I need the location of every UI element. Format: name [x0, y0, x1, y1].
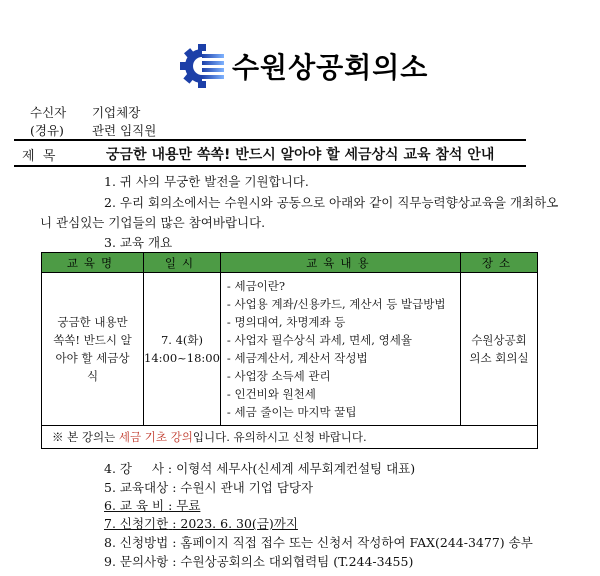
topic-item: - 세금계산서, 계산서 작성법	[227, 349, 460, 367]
course-date: 7. 4(화)	[160, 333, 203, 347]
method-line	[104, 533, 533, 551]
table-header-row	[42, 253, 538, 273]
paragraph-1: 1. 귀 사의 무궁한 발전을 기원합니다.	[104, 174, 309, 189]
subject-label: 제 목	[22, 149, 56, 164]
table-row	[42, 273, 538, 426]
fee-line	[104, 496, 200, 514]
instructor-value: : 이형석 세무사(신세계 세무회계컨설팅 대표)	[167, 461, 416, 476]
via-value: 관련 임직원	[91, 123, 157, 138]
target-label: 5. 교육대상	[104, 480, 169, 495]
topic-item: - 세금이란?	[227, 277, 460, 295]
notice-suffix: 입니다. 유의하시고 신청 바랍니다.	[192, 430, 367, 444]
target-line	[104, 478, 313, 496]
topic-item: - 인건비와 원천세	[227, 385, 460, 403]
header-datetime: 일시	[144, 253, 221, 273]
fee-value: : 무료	[168, 498, 201, 513]
notice-prefix: ※ 본 강의는	[52, 430, 119, 444]
instructor-label: 4. 강 사	[104, 461, 164, 476]
deadline-label: 7. 신청기한	[104, 516, 169, 531]
datetime-cell	[144, 273, 221, 426]
paragraph-2a: 2. 우리 회의소에서는 수원시와 공동으로 아래와 같이 직무능력향상교육을 개최하오	[104, 195, 559, 210]
topic-item: - 사업장 소득세 관리	[227, 367, 460, 385]
notice-highlight: 세금 기초 강의	[118, 430, 193, 444]
place-cell	[460, 273, 537, 426]
header-content: 교육내용	[220, 253, 460, 273]
topic-item: - 사업자 필수상식 과세, 면세, 영세율	[227, 331, 460, 349]
notice-row	[42, 426, 538, 449]
deadline-value: : 2023. 6. 30(금)까지	[172, 516, 298, 531]
course-name-cell	[42, 273, 144, 426]
via-label: (경유)	[30, 123, 64, 138]
topic-list	[221, 273, 460, 425]
education-table	[41, 252, 538, 449]
notice-cell	[42, 426, 538, 449]
topic-item: - 사업용 계좌/신용카드, 계산서 등 발급방법	[227, 295, 460, 313]
deadline-line	[104, 514, 298, 532]
course-name: 궁금한 내용만 쏙쏙! 반드시 알아야 할 세금상식	[53, 315, 132, 383]
place-text: 수원상공회의소 회의실	[469, 333, 529, 365]
header-course: 교육명	[42, 253, 144, 273]
recipient-row	[30, 103, 140, 121]
paragraph-2b: 니 관심있는 기업들의 많은 참여바랍니다.	[40, 215, 266, 230]
contact-value: : 수원상공회의소 대외협력팀 (T.244-3455)	[172, 554, 414, 569]
method-value: : 홈페이지 직접 접수 또는 신청서 작성하여 FAX(244-3477) 송부	[172, 535, 533, 550]
fee-label: 6. 교 육 비	[104, 498, 165, 513]
header-place: 장소	[460, 253, 537, 273]
gear-emblem-icon	[180, 44, 226, 88]
instructor-line	[104, 459, 415, 477]
course-time: 14:00~18:00	[144, 351, 220, 365]
paragraph-3: 3. 교육 개요	[104, 235, 173, 250]
contact-label: 9. 문의사항	[104, 554, 169, 569]
chamber-logo	[180, 44, 429, 88]
recipient-value: 기업체장	[91, 105, 141, 120]
contact-line	[104, 552, 413, 570]
recipient-label: 수신자	[30, 105, 67, 120]
subject-line	[14, 139, 526, 167]
topic-item: - 명의대여, 차명계좌 등	[227, 313, 460, 331]
org-name: 수원상공회의소	[232, 51, 429, 84]
content-cell	[220, 273, 460, 426]
method-label: 8. 신청방법	[104, 535, 169, 550]
topic-item: - 세금 줄이는 마지막 꿀팁	[227, 403, 460, 421]
subject-text: 궁금한 내용만 쏙쏙! 반드시 알아야 할 세금상식 교육 참석 안내	[106, 147, 495, 163]
target-value: : 수원시 관내 기업 담당자	[172, 480, 314, 495]
via-row	[30, 121, 156, 139]
